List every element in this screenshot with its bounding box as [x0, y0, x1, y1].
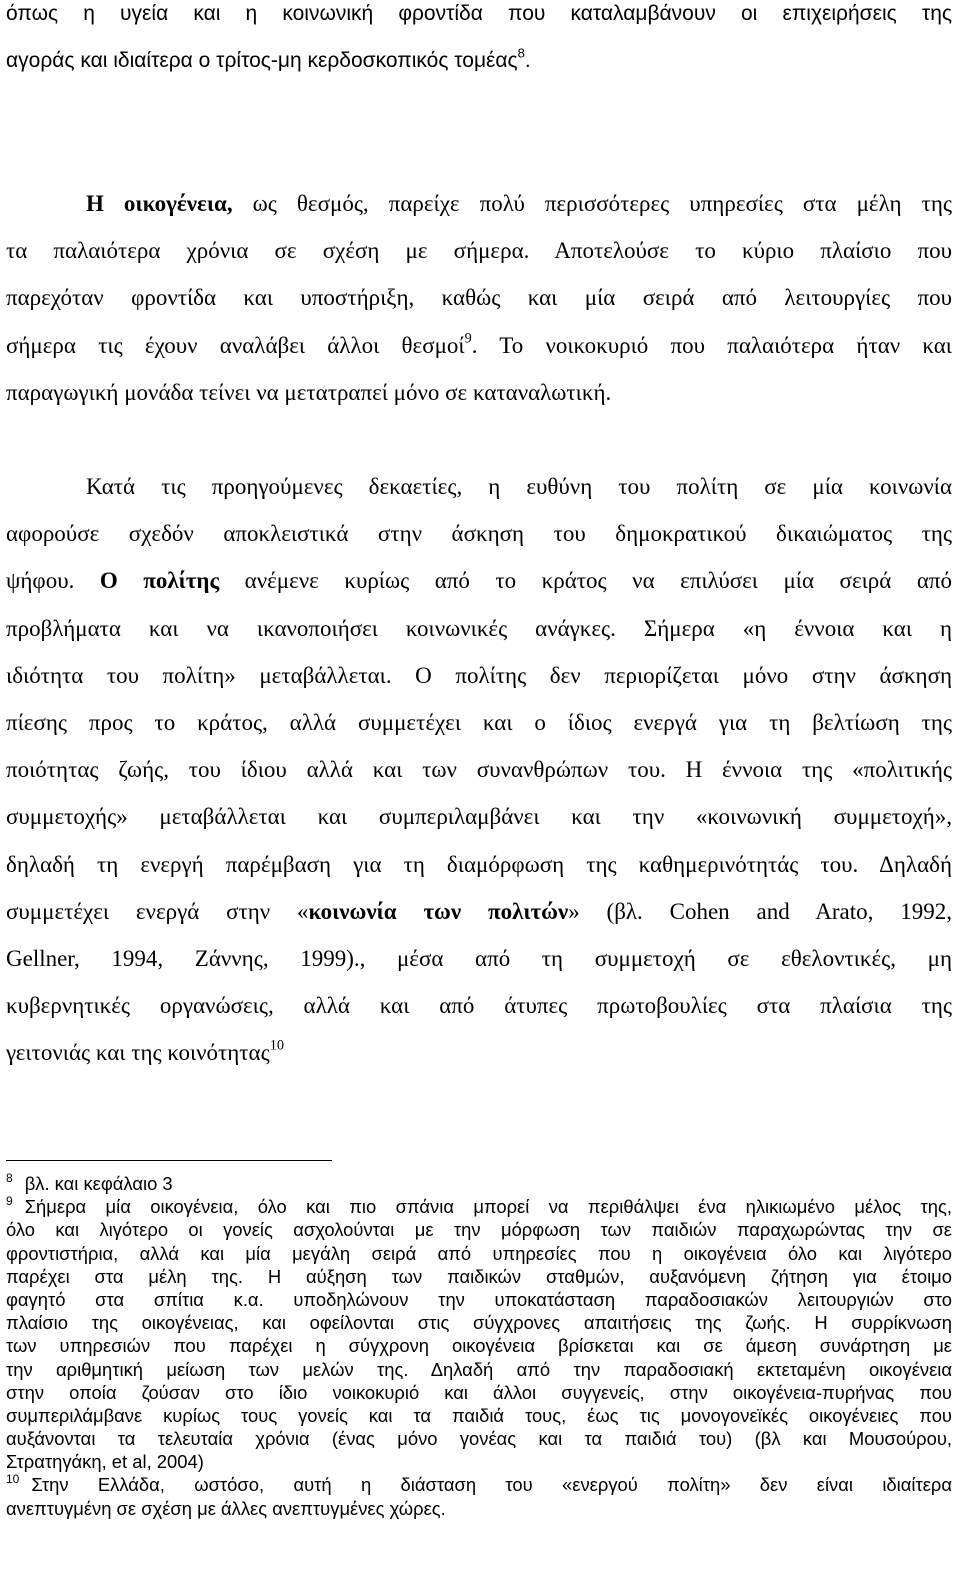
text-run: γειτονιάς και της κοινότητας	[6, 1040, 270, 1066]
footnote-line: φαγητό στα σπίτια κ.α. υποδηλώνουν την υποκατάσταση παραδοσιακών λειτουργιών στο	[6, 1288, 952, 1310]
paragraph-continuation	[6, 0, 952, 84]
footnote-line: παρέχει στα μέλη της. Η αύξηση των παιδικών σταθμών, αυξανόμενη ζήτηση για έτοιμο	[6, 1265, 952, 1287]
text-run: .	[524, 49, 531, 73]
footnote-ref-10[interactable]: 10	[269, 1037, 284, 1054]
footnote-line: Στρατηγάκη, et al, 2004)	[6, 1451, 204, 1473]
footnote-separator	[6, 1160, 332, 1161]
footnote-line	[6, 1473, 952, 1496]
text-line: παρεχόταν φροντίδα και υποστήριξη, καθώς και μία σειρά από λειτουργίες που	[6, 285, 952, 311]
text-run: σήμερα τις έχουν αναλάβει άλλοι θεσμοί	[6, 332, 465, 358]
footnote-line	[6, 1172, 952, 1195]
text-line: δηλαδή τη ενεργή παρέμβαση για τη διαμόρφωση της καθημερινότητάς του. Δηλαδή	[6, 851, 952, 877]
text-line	[6, 37, 952, 84]
footnote-line: συμπεριλάμβανε κυρίως τους γονείς και τα παιδιά τους, έως τις μονογονεϊκές οικογένειες που	[6, 1404, 952, 1426]
text-line	[6, 1029, 952, 1076]
footnote-line	[6, 1195, 952, 1218]
text-run: ανέμενε κυρίως από το κράτος να επιλύσει μία σειρά από	[219, 568, 952, 594]
paragraph-citizen	[6, 463, 952, 1076]
text-run: Στην Ελλάδα, ωστόσο, αυτή η διάσταση του «ενεργού πολίτη» δεν είναι ιδιαίτερα	[31, 1474, 952, 1496]
bold-term-citizen: Ο πολίτης	[99, 568, 220, 594]
text-run: ως θεσμός, παρείχε πολύ περισσότερες υπηρεσίες στα μέλη της	[232, 191, 952, 216]
footnote-line: των υπηρεσιών που παρέχει η σύγχρονη οικογένεια βρίσκεται και σε άμεση συνάρτηση με	[6, 1335, 952, 1357]
text-line: ποιότητας ζωής, του ίδιου αλλά και των συνανθρώπων του. Η έννοια της «πολιτικής	[6, 757, 952, 783]
text-line: Κατά τις προηγούμενες δεκαετίες, η ευθύνη του πολίτη σε μία κοινωνία	[86, 474, 952, 499]
footnote-line: ανεπτυγμένη σε σχέση με άλλες ανεπτυγμένες χώρες.	[6, 1497, 446, 1519]
text-line: παραγωγική μονάδα τείνει να μετατραπεί μόνο σε καταναλωτική.	[6, 379, 612, 405]
footnote-8	[6, 1172, 952, 1195]
text-run: » (βλ. Cohen and Arato, 1992,	[568, 898, 952, 924]
bold-term-civil-society: κοινωνία των πολιτών	[308, 898, 569, 924]
text-run: Σήμερα μία οικογένεια, όλο και πιο σπάνια μπορεί να περιθάλψει ένα ηλικιωμένο μέλος της,	[24, 1196, 952, 1218]
text-line: πίεσης προς το κράτος, αλλά συμμετέχει και ο ίδιος ενεργά για τη βελτίωση της	[6, 709, 952, 735]
text-line: αφορούσε σχεδόν αποκλειστικά στην άσκηση του δημοκρατικού δικαιώματος της	[6, 521, 952, 547]
footnote-line: φροντιστήρια, αλλά και μία μεγάλη σειρά από υπηρεσίες που η οικογένεια όλο και λιγότερο	[6, 1242, 952, 1264]
text-line: ιδιότητα του πολίτη» μεταβάλλεται. Ο πολίτης δεν περιορίζεται μόνο στην άσκηση	[6, 662, 952, 688]
footnote-line: αυξάνονται τα τελευταία χρόνια (ένας μόνο γονέας και τα παιδιά του) (βλ και Μουσούρου,	[6, 1428, 952, 1450]
text-line	[6, 322, 952, 369]
footnote-line: στην οποία ζούσαν στο ίδιο νοικοκυριό και άλλοι συγγενείς, στην οικογένεια-πυρήνας που	[6, 1381, 952, 1403]
footnote-ref-8[interactable]: 8	[517, 45, 525, 61]
footnote-mark: 10	[6, 1473, 20, 1487]
text-line: κυβερνητικές οργανώσεις, αλλά και από άτυπες πρωτοβουλίες στα πλαίσια της	[6, 993, 952, 1019]
footnote-ref-9[interactable]: 9	[464, 329, 472, 346]
text-line	[6, 180, 952, 227]
footnote-9	[6, 1195, 952, 1473]
text-run: βλ. και κεφάλαιο 3	[24, 1173, 173, 1194]
text-line: προβλήματα και να ικανοποιήσει κοινωνικές ανάγκες. Σήμερα «η έννοια και η	[6, 615, 952, 641]
footnote-line: πλαίσιο της οικογένειας, και οφείλονται στις σύγχρονες απαιτήσεις της ζωής. Η συρρίκνωση	[6, 1312, 952, 1334]
footnote-mark: 9	[6, 1195, 13, 1208]
text-run: . Το νοικοκυριό που παλαιότερα ήταν και	[471, 332, 952, 358]
text-line	[6, 557, 952, 604]
text-run: συμμετέχει ενεργά στην «	[6, 898, 309, 924]
text-line: Gellner, 1994, Ζάννης, 1999)., μέσα από τη συμμετοχή σε εθελοντικές, μη	[6, 945, 952, 971]
text-line: όπως η υγεία και η κοινωνική φροντίδα που καταλαμβάνουν οι επιχειρήσεις της	[6, 2, 952, 25]
footnote-line: όλο και λιγότερο οι γονείς ασχολούνται με την μόρφωση των παιδιών παραχωρώντας την σε	[6, 1219, 952, 1241]
footnote-line: την αριθμητική μείωση των μελών της. Δηλαδή από την παραδοσιακή εκτεταμένη οικογένεια	[6, 1358, 952, 1380]
text-line	[6, 888, 952, 935]
text-line: συμμετοχής» μεταβάλλεται και συμπεριλαμβάνει και την «κοινωνική συμμετοχή»,	[6, 804, 952, 830]
text-run: αγοράς και ιδιαίτερα ο τρίτος-μη κερδοσκοπικός τομέας	[6, 49, 518, 73]
text-line: τα παλαιότερα χρόνια σε σχέση με σήμερα. Αποτελούσε το κύριο πλαίσιο που	[6, 238, 952, 264]
footnotes	[6, 1172, 952, 1520]
paragraph-family	[6, 180, 952, 416]
footnote-10	[6, 1473, 952, 1519]
text-run: ψήφου.	[6, 568, 100, 594]
footnote-mark: 8	[6, 1172, 13, 1185]
bold-term-family: Η οικογένεια,	[86, 191, 233, 216]
